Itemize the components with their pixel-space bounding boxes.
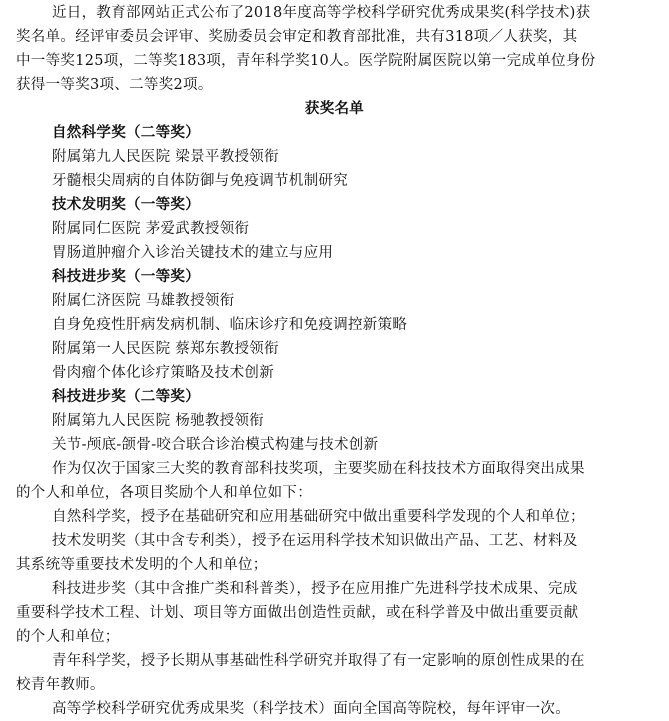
description-line: 其系统等重要技术发明的个人和单位； — [16, 557, 268, 573]
award-entry-project: 关节-颅底-颌骨-咬合联合诊治模式构建与技术创新 — [52, 437, 379, 453]
description-line: 作为仅次于国家三大奖的教育部科技奖项，主要奖励在科技技术方面取得突出成果 — [52, 461, 585, 477]
award-category-title: 技术发明奖（一等奖） — [52, 196, 200, 213]
award-entry-hospital: 附属第一人民医院 蔡郑东教授领衔 — [52, 341, 279, 357]
description-line: 的个人和单位； — [16, 629, 120, 645]
description-line: 科技进步奖（其中含推广类和科普类），授予在应用推广先进科学技术成果、完成 — [52, 581, 578, 597]
award-category-title: 科技进步奖（二等奖） — [52, 388, 200, 405]
award-entry-project: 骨肉瘤个体化诊疗策略及技术创新 — [52, 365, 274, 381]
award-entry-hospital: 附属同仁医院 茅爱武教授领衔 — [52, 221, 250, 237]
description-line: 技术发明奖（其中含专利类），授予在运用科学技术知识做出产品、工艺、材料及 — [52, 533, 578, 549]
description-line: 青年科学奖，授予长期从事基础性科学研究并取得了有一定影响的原创性成果的在 — [52, 653, 585, 669]
intro-line: 奖名单。经评审委员会评审、奖励委员会审定和教育部批准，共有318项／人获奖，其 — [16, 29, 578, 45]
description-line: 自然科学奖，授予在基础研究和应用基础研究中做出重要科学发现的个人和单位； — [52, 509, 585, 525]
award-entry-project: 牙髓根尖周病的自体防御与免疫调节机制研究 — [52, 173, 348, 189]
intro-line: 近日，教育部网站正式公布了2018年度高等学校科学研究优秀成果奖(科学技术)获 — [52, 5, 591, 21]
intro-line: 获得一等奖3项、二等奖2项。 — [16, 77, 213, 93]
award-list-heading: 获奖名单 — [304, 100, 365, 117]
award-entry-project: 自身免疫性肝病发病机制、临床诊疗和免疫调控新策略 — [52, 317, 408, 333]
award-entry-project: 胃肠道肿瘤介入诊治关键技术的建立与应用 — [52, 245, 334, 261]
award-category-title: 自然科学奖（二等奖） — [52, 124, 200, 141]
award-entry-hospital: 附属仁济医院 马雄教授领衔 — [52, 293, 235, 309]
description-line: 重要科学技术工程、计划、项目等方面做出创造性贡献，或在科学普及中做出重要贡献 — [16, 605, 579, 621]
award-category-title: 科技进步奖（一等奖） — [52, 268, 200, 285]
description-line: 的个人和单位，各项目奖励个人和单位如下： — [16, 485, 312, 501]
award-entry-hospital: 附属第九人民医院 杨驰教授领衔 — [52, 413, 265, 429]
intro-line: 中一等奖125项，二等奖183项，青年科学奖10人。医学院附属医院以第一完成单位身份 — [16, 53, 596, 69]
description-line: 高等学校科学研究优秀成果奖（科学技术）面向全国高等院校，每年评审一次。 — [52, 701, 570, 717]
description-line: 校青年教师。 — [16, 677, 105, 693]
award-entry-hospital: 附属第九人民医院 梁景平教授领衔 — [52, 149, 279, 165]
